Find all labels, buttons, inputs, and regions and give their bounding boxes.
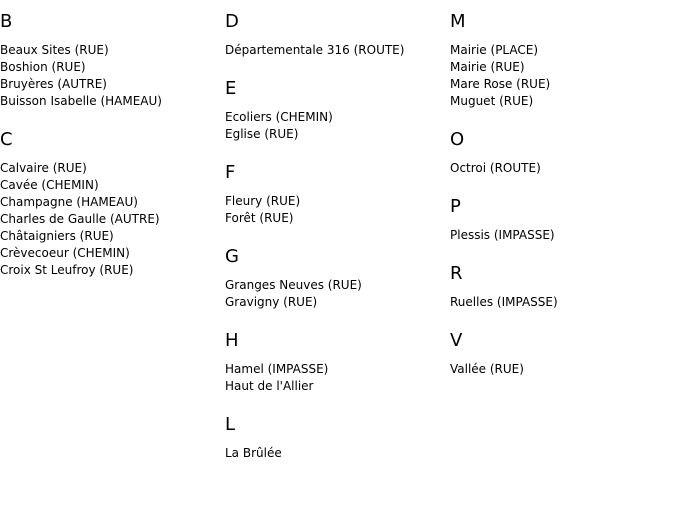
street-list — [225, 42, 450, 59]
letter-heading: F — [225, 162, 236, 183]
letter-heading: C — [0, 129, 13, 150]
street-link[interactable]: Ruelles (IMPASSE) — [450, 295, 558, 309]
letter-group — [225, 413, 450, 462]
letter-heading: O — [450, 129, 465, 150]
street-link[interactable]: Forêt (RUE) — [225, 211, 294, 225]
street-link[interactable]: Muguet (RUE) — [450, 94, 534, 108]
letter-group — [225, 161, 450, 227]
street-list — [450, 361, 675, 378]
letter-heading: D — [225, 11, 239, 32]
street-list — [225, 277, 450, 311]
letter-group — [225, 77, 450, 143]
column-2 — [225, 10, 450, 480]
street-link[interactable]: Mairie (PLACE) — [450, 43, 539, 57]
letter-heading: V — [450, 330, 463, 351]
letter-heading: L — [225, 414, 236, 435]
street-list — [450, 227, 675, 244]
letter-group — [450, 195, 675, 244]
street-link[interactable]: La Brûlée — [225, 446, 282, 460]
letter-heading: M — [450, 11, 466, 32]
street-link[interactable]: Gravigny (RUE) — [225, 295, 318, 309]
letter-group — [450, 10, 675, 110]
column-1 — [0, 10, 225, 297]
street-link[interactable]: Haut de l'Allier — [225, 379, 314, 393]
street-link[interactable]: Châtaigniers (RUE) — [0, 229, 114, 243]
letter-group — [0, 128, 225, 279]
street-link[interactable]: Buisson Isabelle (HAMEAU) — [0, 94, 162, 108]
street-list — [225, 193, 450, 227]
street-link[interactable]: Plessis (IMPASSE) — [450, 228, 555, 242]
street-link[interactable]: Boshion (RUE) — [0, 60, 86, 74]
street-link[interactable]: Fleury (RUE) — [225, 194, 301, 208]
letter-group — [225, 329, 450, 395]
letter-group — [450, 329, 675, 378]
letter-heading: E — [225, 78, 237, 99]
street-link[interactable]: Crèvecoeur (CHEMIN) — [0, 246, 130, 260]
street-list — [450, 42, 675, 110]
street-list — [225, 361, 450, 395]
street-link[interactable]: Eglise (RUE) — [225, 127, 299, 141]
street-list — [450, 294, 675, 311]
street-link[interactable]: Croix St Leufroy (RUE) — [0, 263, 134, 277]
letter-group — [450, 262, 675, 311]
street-link[interactable]: Mare Rose (RUE) — [450, 77, 551, 91]
street-link[interactable]: Champagne (HAMEAU) — [0, 195, 138, 209]
street-link[interactable]: Beaux Sites (RUE) — [0, 43, 109, 57]
letter-group — [225, 245, 450, 311]
letter-heading: R — [450, 263, 463, 284]
letter-heading: P — [450, 196, 461, 217]
letter-group — [450, 128, 675, 177]
street-link[interactable]: Mairie (RUE) — [450, 60, 525, 74]
street-list — [0, 160, 225, 279]
street-link[interactable]: Calvaire (RUE) — [0, 161, 87, 175]
street-list — [225, 109, 450, 143]
street-link[interactable]: Hamel (IMPASSE) — [225, 362, 329, 376]
street-link[interactable]: Octroi (ROUTE) — [450, 161, 541, 175]
street-list — [450, 160, 675, 177]
letter-heading: B — [0, 11, 13, 32]
street-link[interactable]: Départementale 316 (ROUTE) — [225, 43, 405, 57]
letter-heading: G — [225, 246, 239, 267]
street-link[interactable]: Ecoliers (CHEMIN) — [225, 110, 333, 124]
letter-group — [0, 10, 225, 110]
letter-group — [225, 10, 450, 59]
street-link[interactable]: Cavée (CHEMIN) — [0, 178, 99, 192]
street-list — [0, 42, 225, 110]
street-link[interactable]: Vallée (RUE) — [450, 362, 524, 376]
street-link[interactable]: Bruyères (AUTRE) — [0, 77, 107, 91]
letter-heading: H — [225, 330, 239, 351]
street-link[interactable]: Charles de Gaulle (AUTRE) — [0, 212, 160, 226]
street-link[interactable]: Granges Neuves (RUE) — [225, 278, 362, 292]
column-3 — [450, 10, 675, 396]
street-list — [225, 445, 450, 462]
